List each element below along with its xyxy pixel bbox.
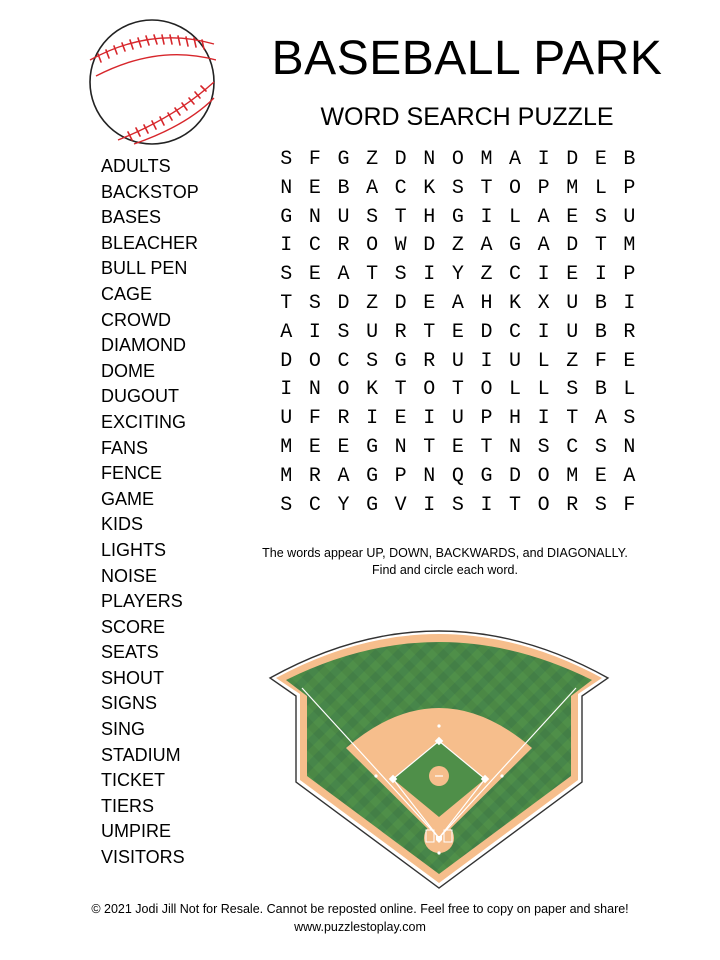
grid-cell: C <box>566 435 579 459</box>
grid-cell: R <box>566 493 579 517</box>
grid-cell: N <box>308 378 321 402</box>
grid-cell: G <box>394 349 407 373</box>
grid-cell: R <box>337 234 350 258</box>
word-list-item: ADULTS <box>101 156 171 176</box>
grid-cell: E <box>308 435 321 459</box>
grid-cell: M <box>480 148 493 171</box>
grid-cell: A <box>537 234 550 258</box>
website-link[interactable]: www.puzzlestoplay.com <box>294 920 426 934</box>
grid-cell: M <box>566 464 579 488</box>
word-list-item: EXCITING <box>101 411 187 432</box>
grid-cell: O <box>537 493 550 517</box>
grid-cell: W <box>394 234 407 258</box>
word-list-item: SHOUT <box>101 667 164 688</box>
grid-cell: A <box>337 464 350 488</box>
grid-cell: G <box>280 205 293 229</box>
grid-cell: C <box>394 176 407 200</box>
grid-cell: S <box>394 263 407 287</box>
grid-cell: S <box>451 493 464 517</box>
grid-cell: E <box>594 148 607 171</box>
grid-cell: I <box>594 263 607 287</box>
grid-cell: A <box>537 205 550 229</box>
word-list-item: UMPIRE <box>101 821 172 842</box>
grid-cell: N <box>509 435 522 459</box>
grid-cell: M <box>566 176 579 200</box>
grid-cell: D <box>509 464 522 488</box>
word-list-item: BLEACHER <box>101 232 199 253</box>
word-list-item: FENCE <box>101 463 163 484</box>
grid-cell: F <box>308 407 321 431</box>
grid-cell: G <box>480 464 493 488</box>
grid-cell: U <box>509 349 522 373</box>
grid-cell: S <box>623 407 636 431</box>
grid-cell: O <box>308 349 321 373</box>
word-list-item: BACKSTOP <box>101 181 199 202</box>
grid-cell: D <box>480 320 493 344</box>
grid-cell: S <box>280 493 293 517</box>
grid-cell: H <box>509 407 522 431</box>
grid-cell: E <box>308 176 321 200</box>
word-list-item: KIDS <box>101 514 144 535</box>
instructions-line: Find and circle each word. <box>372 563 518 577</box>
grid-cell: T <box>480 435 493 459</box>
grid-cell: R <box>394 320 407 344</box>
grid-cell: A <box>509 148 522 171</box>
grid-cell: O <box>480 378 493 402</box>
grid-cell: I <box>480 205 493 229</box>
word-list-item: FANS <box>101 437 149 458</box>
grid-cell: C <box>308 234 321 258</box>
grid-cell: I <box>537 263 550 287</box>
word-list-item: BULL PEN <box>101 258 188 279</box>
word-list-item: VISITORS <box>101 847 185 868</box>
grid-cell: P <box>623 176 636 200</box>
grid-cell: O <box>423 378 436 402</box>
grid-cell: L <box>509 378 522 402</box>
word-list-item: DOME <box>101 360 155 381</box>
page-subtitle: WORD SEARCH PUZZLE <box>320 103 614 131</box>
grid-cell: S <box>594 435 607 459</box>
baseball-diamond-illustration <box>268 598 610 890</box>
grid-cell: Z <box>366 291 379 315</box>
grid-cell: L <box>509 205 522 229</box>
grid-cell: I <box>280 378 293 402</box>
grid-cell: T <box>394 378 407 402</box>
grid-cell: D <box>394 148 407 171</box>
grid-cell: D <box>337 291 350 315</box>
grid-cell: D <box>566 148 579 171</box>
grid-cell: Y <box>337 493 350 517</box>
grid-cell: K <box>423 176 436 200</box>
grid-cell: Z <box>566 349 579 373</box>
grid-cell: I <box>623 291 636 315</box>
grid-cell: N <box>423 464 436 488</box>
grid-cell: I <box>423 493 436 517</box>
grid-cell: I <box>480 349 493 373</box>
grid-cell: S <box>451 176 464 200</box>
word-list-item: SING <box>101 719 146 740</box>
grid-cell: R <box>623 320 636 344</box>
grid-cell: T <box>423 320 436 344</box>
grid-cell: U <box>337 205 350 229</box>
grid-cell: S <box>594 205 607 229</box>
instructions-line: The words appear UP, DOWN, BACKWARDS, and DIAGONALLY. <box>262 546 628 560</box>
grid-cell: F <box>623 493 636 517</box>
grid-cell: E <box>623 349 636 373</box>
grid-cell: G <box>509 234 522 258</box>
grid-cell: S <box>337 320 350 344</box>
grid-cell: E <box>451 435 464 459</box>
page-title: BASEBALL PARK <box>271 32 663 85</box>
grid-cell: K <box>366 378 379 402</box>
grid-cell: A <box>337 263 350 287</box>
word-list-item: NOISE <box>101 565 158 586</box>
grid-cell: I <box>308 320 321 344</box>
grid-cell: X <box>537 291 550 315</box>
word-list-item: LIGHTS <box>101 539 167 560</box>
word-list-item: DIAMOND <box>101 335 186 356</box>
grid-cell: Z <box>366 148 379 171</box>
grid-cell: I <box>366 407 379 431</box>
grid-cell: T <box>509 493 522 517</box>
grid-cell: E <box>394 407 407 431</box>
grid-cell: E <box>308 263 321 287</box>
grid-cell: S <box>280 263 293 287</box>
grid-cell: U <box>566 291 579 315</box>
grid-cell: H <box>480 291 493 315</box>
copyright-text: © 2021 Jodi Jill Not for Resale. Cannot be reposted online. Feel free to copy on paper and share! <box>91 902 629 916</box>
word-list-item: SCORE <box>101 616 166 637</box>
instructions <box>240 545 650 579</box>
grid-cell: P <box>394 464 407 488</box>
word-list-item: BASES <box>101 207 162 228</box>
grid-cell: G <box>366 493 379 517</box>
grid-cell: D <box>423 234 436 258</box>
grid-cell: C <box>509 263 522 287</box>
grid-cell: I <box>423 407 436 431</box>
word-list <box>101 154 199 871</box>
grid-cell: S <box>537 435 550 459</box>
grid-cell: N <box>280 176 293 200</box>
grid-cell: T <box>566 407 579 431</box>
grid-cell: T <box>594 234 607 258</box>
grid-cell: Q <box>451 464 464 488</box>
grid-cell: M <box>280 435 293 459</box>
word-list-item: SIGNS <box>101 693 158 714</box>
grid-cell: S <box>280 148 293 171</box>
grid-cell: B <box>594 291 607 315</box>
grid-cell: I <box>280 234 293 258</box>
grid-cell: S <box>566 378 579 402</box>
grid-cell: V <box>394 493 407 517</box>
grid-cell: G <box>337 148 350 171</box>
grid-cell: L <box>537 349 550 373</box>
grid-cell: A <box>623 464 636 488</box>
grid-cell: N <box>308 205 321 229</box>
grid-cell: G <box>451 205 464 229</box>
grid-cell: K <box>509 291 522 315</box>
grid-cell: L <box>537 378 550 402</box>
grid-cell: C <box>509 320 522 344</box>
grid-cell: U <box>280 407 293 431</box>
grid-cell: S <box>594 493 607 517</box>
grid-cell: I <box>537 148 550 171</box>
grid-cell: O <box>366 234 379 258</box>
grid-cell: R <box>308 464 321 488</box>
grid-cell: T <box>423 435 436 459</box>
grid-cell: T <box>366 263 379 287</box>
grid-cell: S <box>366 349 379 373</box>
grid-cell: O <box>537 464 550 488</box>
grid-cell: S <box>308 291 321 315</box>
grid-cell: D <box>566 234 579 258</box>
grid-cell: H <box>423 205 436 229</box>
word-list-item: GAME <box>101 488 155 509</box>
word-list-item: TICKET <box>101 770 166 791</box>
grid-cell: L <box>623 378 636 402</box>
word-list-item: TIERS <box>101 795 155 816</box>
grid-cell: I <box>537 320 550 344</box>
grid-cell: I <box>480 493 493 517</box>
grid-cell: E <box>594 464 607 488</box>
word-list-item: PLAYERS <box>101 591 183 612</box>
grid-cell: N <box>623 435 636 459</box>
grid-cell: S <box>366 205 379 229</box>
grid-cell: G <box>366 435 379 459</box>
word-list-item: STADIUM <box>101 744 181 765</box>
grid-cell: U <box>623 205 636 229</box>
grid-cell: T <box>394 205 407 229</box>
grid-cell: A <box>280 320 293 344</box>
grid-cell: I <box>423 263 436 287</box>
grid-cell: R <box>337 407 350 431</box>
grid-cell: F <box>308 148 321 171</box>
grid-cell: A <box>451 291 464 315</box>
grid-cell: O <box>337 378 350 402</box>
grid-cell: P <box>537 176 550 200</box>
grid-cell: I <box>537 407 550 431</box>
grid-cell: B <box>594 320 607 344</box>
grid-cell: O <box>451 148 464 171</box>
word-list-item: CAGE <box>101 283 153 304</box>
grid-cell: A <box>366 176 379 200</box>
grid-cell: T <box>480 176 493 200</box>
grid-cell: E <box>566 205 579 229</box>
grid-cell: T <box>451 378 464 402</box>
puzzle-grid <box>272 146 644 520</box>
grid-cell: B <box>594 378 607 402</box>
grid-cell: U <box>566 320 579 344</box>
grid-cell: P <box>480 407 493 431</box>
grid-cell: O <box>509 176 522 200</box>
grid-cell: B <box>337 176 350 200</box>
grid-cell: U <box>451 407 464 431</box>
grid-cell: D <box>394 291 407 315</box>
grid-cell: E <box>566 263 579 287</box>
grid-cell: Z <box>480 263 493 287</box>
grid-cell: M <box>623 234 636 258</box>
baseball-icon <box>88 18 216 146</box>
grid-cell: D <box>280 349 293 373</box>
grid-cell: U <box>366 320 379 344</box>
grid-cell: E <box>337 435 350 459</box>
footer <box>0 900 720 936</box>
grid-cell: N <box>394 435 407 459</box>
grid-cell: Y <box>451 263 464 287</box>
grid-cell: F <box>594 349 607 373</box>
word-list-item: SEATS <box>101 642 159 663</box>
grid-cell: P <box>623 263 636 287</box>
grid-cell: B <box>623 148 636 171</box>
word-list-item: CROWD <box>101 309 171 330</box>
grid-cell: C <box>308 493 321 517</box>
grid-cell: T <box>280 291 293 315</box>
grid-cell: L <box>594 176 607 200</box>
grid-cell: Z <box>451 234 464 258</box>
grid-cell: C <box>337 349 350 373</box>
grid-cell: G <box>366 464 379 488</box>
grid-cell: A <box>594 407 607 431</box>
grid-cell: R <box>423 349 436 373</box>
grid-cell: A <box>480 234 493 258</box>
word-list-item: DUGOUT <box>101 386 179 407</box>
grid-cell: N <box>423 148 436 171</box>
grid-cell: M <box>280 464 293 488</box>
grid-cell: U <box>451 349 464 373</box>
grid-cell: E <box>451 320 464 344</box>
grid-cell: E <box>423 291 436 315</box>
